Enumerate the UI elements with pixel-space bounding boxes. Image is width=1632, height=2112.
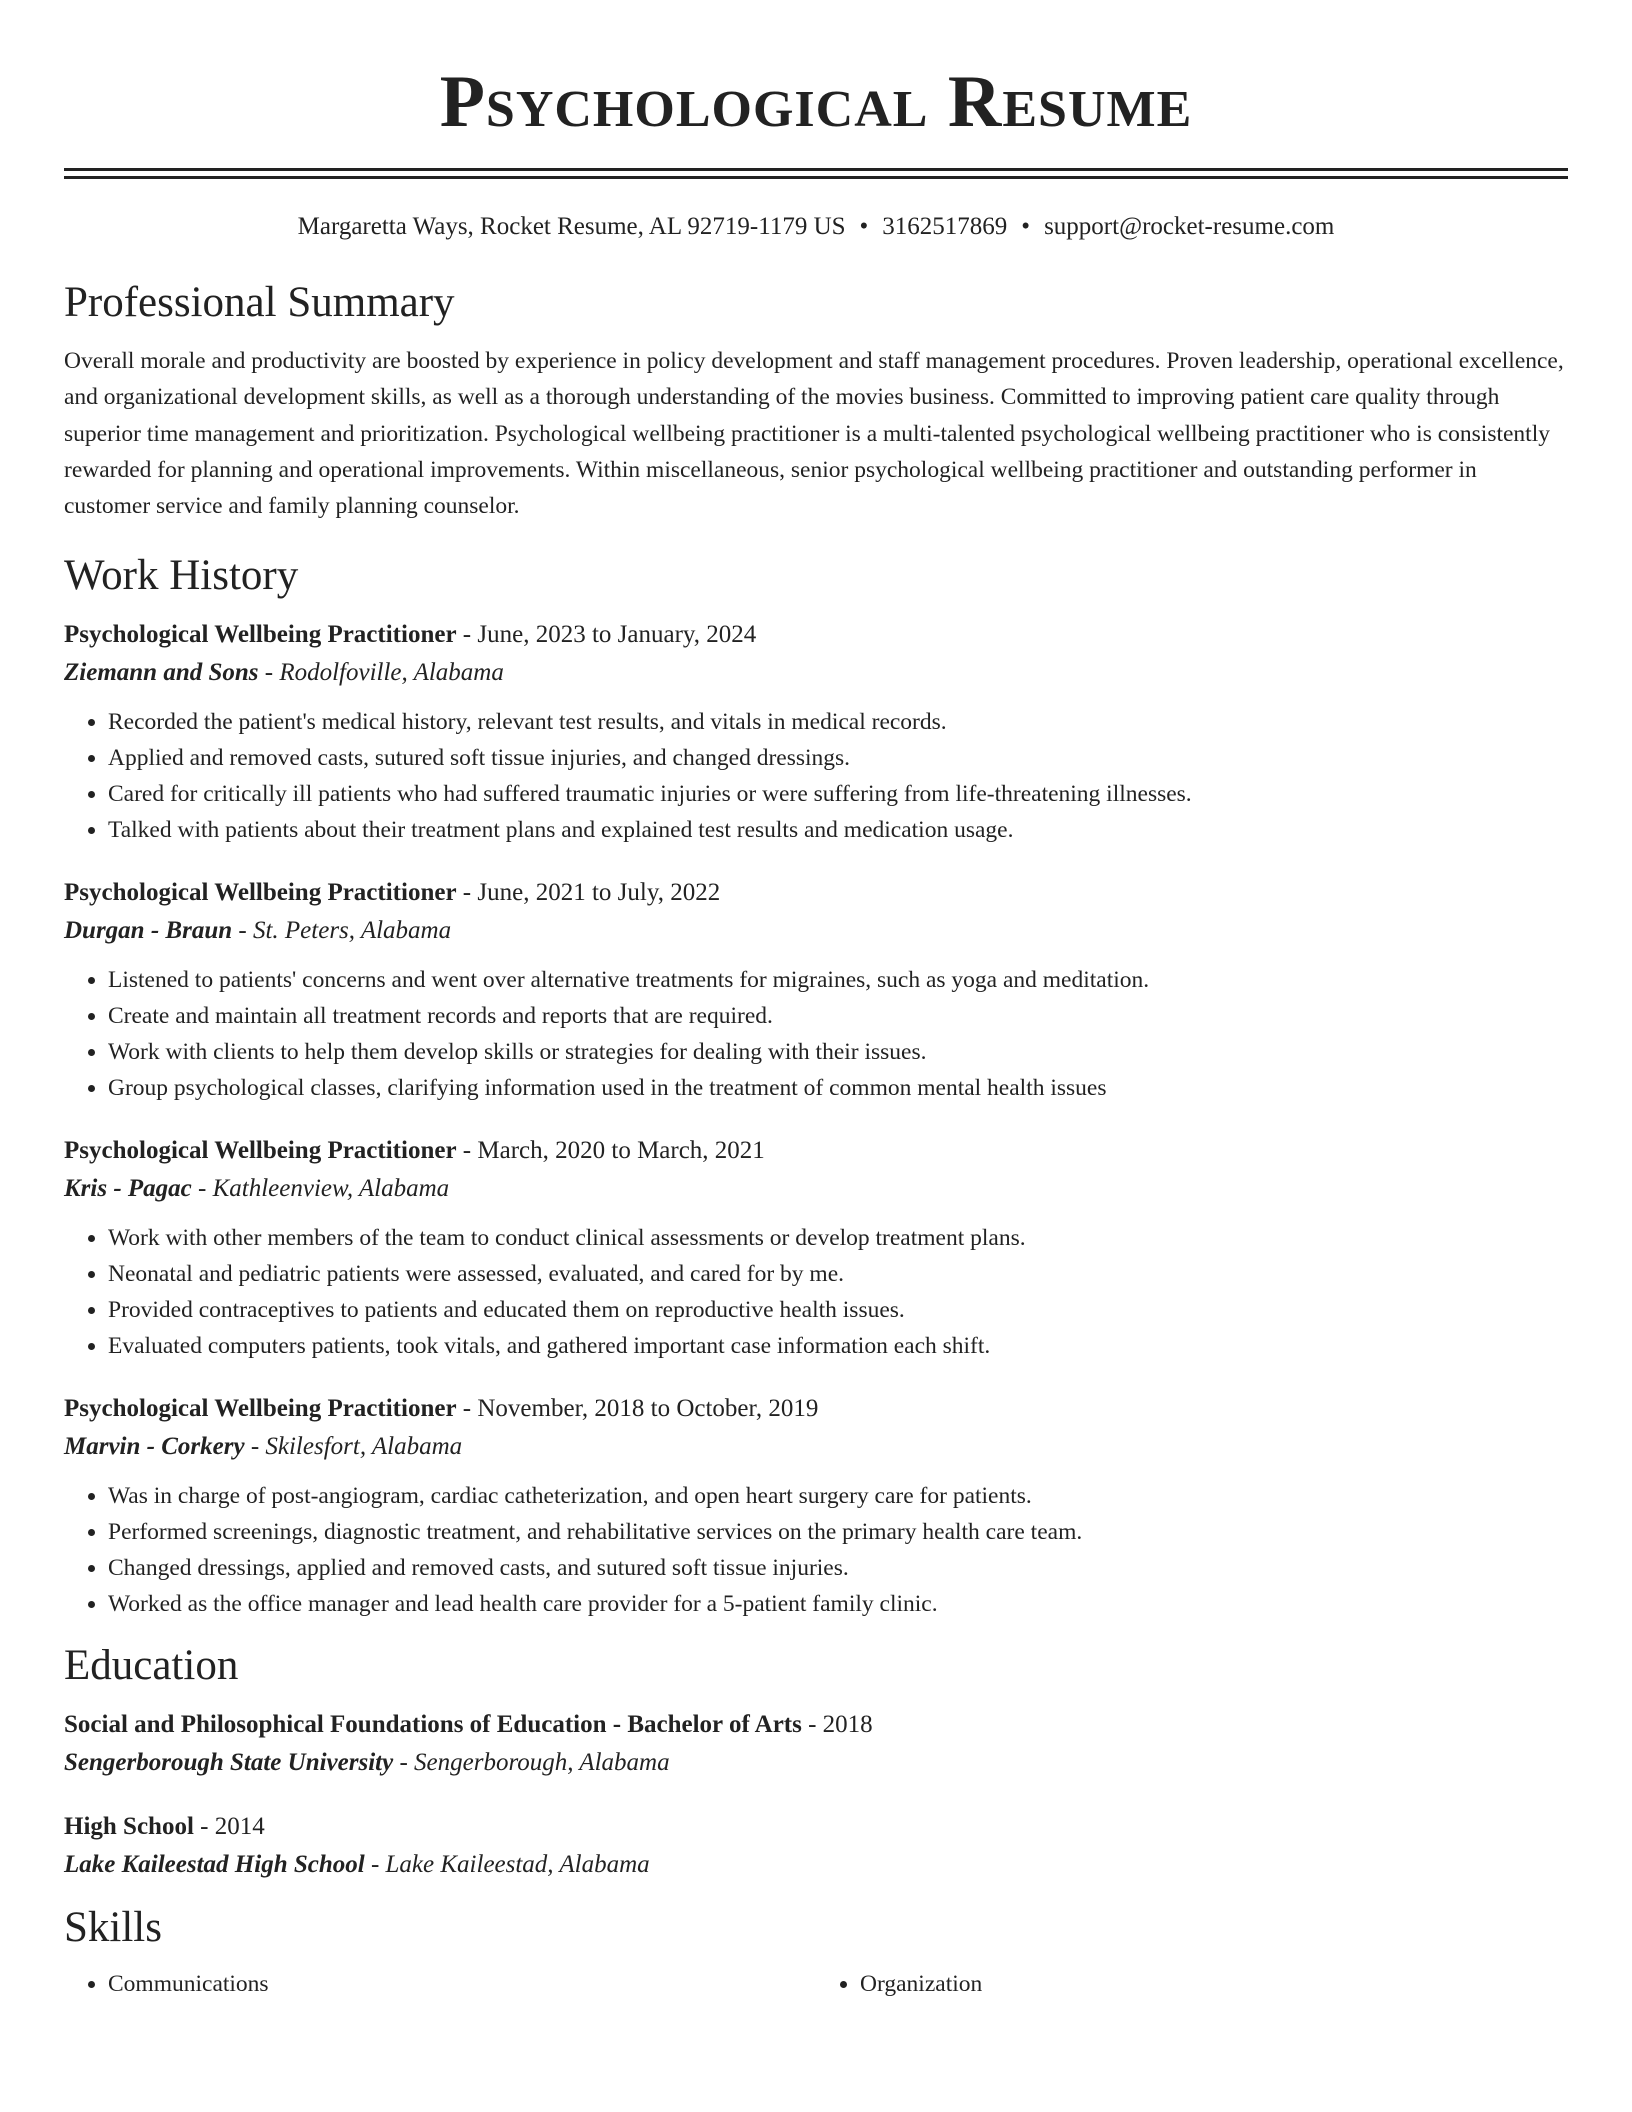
job-dates: - June, 2021 to July, 2022 [456,879,721,907]
job-header [64,616,1568,654]
job-duty: • Talked with patients about their treatment plans and explained test results and medication usage. [108,812,1568,848]
job-duties [64,704,1568,848]
job-duty: • Worked as the office manager and lead health care provider for a 5-patient family clinic. [108,1586,1568,1622]
job-duty: • Listened to patients' concerns and went over alternative treatments for migraines, such as yoga and meditation. [108,962,1568,998]
job-header [64,1390,1568,1428]
summary-text: Overall morale and productivity are boosted by experience in policy development and staff management procedures. Proven leadership, operational excellence, and organizational development skills, as well as a thorough understanding of the movies business. Committed to improving patient care quality through superior time management and prioritization. Psychological wellbeing practitioner is a multi-talented psychological wellbeing practitioner who is consistently rewarded for planning and operational improvements. Within miscellaneous, senior psychological wellbeing practitioner and outstanding performer in customer service and family planning counselor. [64,348,1564,520]
job-duty: • Performed screenings, diagnostic treatment, and rehabilitative services on the primary health care team. [108,1514,1568,1550]
education-location: - Lake Kaileestad, Alabama [364,1851,650,1879]
job-entry [64,874,1568,1106]
job-location: - Rodolfoville, Alabama [258,659,504,687]
job-entry [64,1390,1568,1622]
resume-title: Psychological Resume [439,61,1193,143]
education-year: - 2018 [801,1711,873,1739]
job-employer [64,1428,1568,1466]
summary-heading: Professional Summary [64,279,455,326]
contact-email: support@rocket-resume.com [1044,213,1335,240]
education-school: Lake Kaileestad High School [64,1851,365,1879]
job-company: Ziemann and Sons [64,659,259,687]
job-duty: • Was in charge of post-angiogram, cardiac catheterization, and open heart surgery care for patients. [108,1478,1568,1514]
job-title: Psychological Wellbeing Practitioner [64,621,457,649]
job-dates: - November, 2018 to October, 2019 [456,1395,819,1423]
education-year: - 2014 [193,1813,265,1841]
job-duty: • Applied and removed casts, sutured soft tissue injuries, and changed dressings. [108,740,1568,776]
job-location: - St. Peters, Alabama [232,917,452,945]
title-double-rule [64,168,1568,179]
job-duty: • Changed dressings, applied and removed casts, and sutured soft tissue injuries. [108,1550,1568,1586]
education-location: - Sengerborough, Alabama [393,1749,670,1777]
job-company: Kris - Pagac [64,1175,192,1203]
job-employer [64,654,1568,692]
job-header [64,1132,1568,1170]
work-history-heading: Work History [64,552,299,600]
contact-separator: • [1021,213,1031,240]
skill-item: • Organization [860,1966,1568,2002]
job-company: Marvin - Corkery [64,1433,245,1461]
education-degree: Social and Philosophical Foundations of Education - Bachelor of Arts [64,1711,802,1739]
skills-column-right [816,1966,1568,2002]
job-location: - Skilesfort, Alabama [244,1433,463,1461]
job-entry [64,1132,1568,1364]
job-duty: • Neonatal and pediatric patients were assessed, evaluated, and cared for by me. [108,1256,1568,1292]
education-institution [64,1846,1568,1884]
job-duty: • Work with clients to help them develop skills or strategies for dealing with their issues. [108,1034,1568,1070]
job-title: Psychological Wellbeing Practitioner [64,879,457,907]
contact-phone: 3162517869 [882,213,1008,240]
education-school: Sengerborough State University [64,1749,394,1777]
job-entry [64,616,1568,848]
job-duty: • Recorded the patient's medical history, relevant test results, and vitals in medical records. [108,704,1568,740]
education-entry [64,1808,1568,1884]
contact-address: Margaretta Ways, Rocket Resume, AL 92719-1179 US [297,213,846,240]
contact-line [64,211,1568,243]
skills-list [64,1966,1568,2002]
job-company: Durgan - Braun [64,917,233,945]
job-employer [64,912,1568,950]
job-duty: • Create and maintain all treatment records and reports that are required. [108,998,1568,1034]
skill-item: • Communications [108,1966,816,2002]
job-location: - Kathleenview, Alabama [191,1175,450,1203]
job-duty: • Work with other members of the team to conduct clinical assessments or develop treatment plans. [108,1220,1568,1256]
skills-column-left [64,1966,816,2002]
job-employer [64,1170,1568,1208]
education-institution [64,1744,1568,1782]
education-heading: Education [64,1642,239,1690]
job-duties [64,1220,1568,1364]
education-header [64,1808,1568,1846]
job-dates: - March, 2020 to March, 2021 [456,1137,765,1165]
job-duty: • Evaluated computers patients, took vitals, and gathered important case information each shift. [108,1328,1568,1364]
skills-heading: Skills [64,1904,162,1952]
job-header [64,874,1568,912]
job-duties [64,1478,1568,1622]
job-duties [64,962,1568,1106]
job-duty: • Cared for critically ill patients who had suffered traumatic injuries or were suffering from life-threatening illnesses. [108,776,1568,812]
education-header [64,1706,1568,1744]
job-dates: - June, 2023 to January, 2024 [456,621,757,649]
education-entry [64,1706,1568,1782]
job-duty: • Group psychological classes, clarifying information used in the treatment of common mental health issues [108,1070,1568,1106]
contact-separator: • [859,213,869,240]
job-duty: • Provided contraceptives to patients and educated them on reproductive health issues. [108,1292,1568,1328]
job-title: Psychological Wellbeing Practitioner [64,1395,457,1423]
education-degree: High School [64,1813,194,1841]
job-title: Psychological Wellbeing Practitioner [64,1137,457,1165]
